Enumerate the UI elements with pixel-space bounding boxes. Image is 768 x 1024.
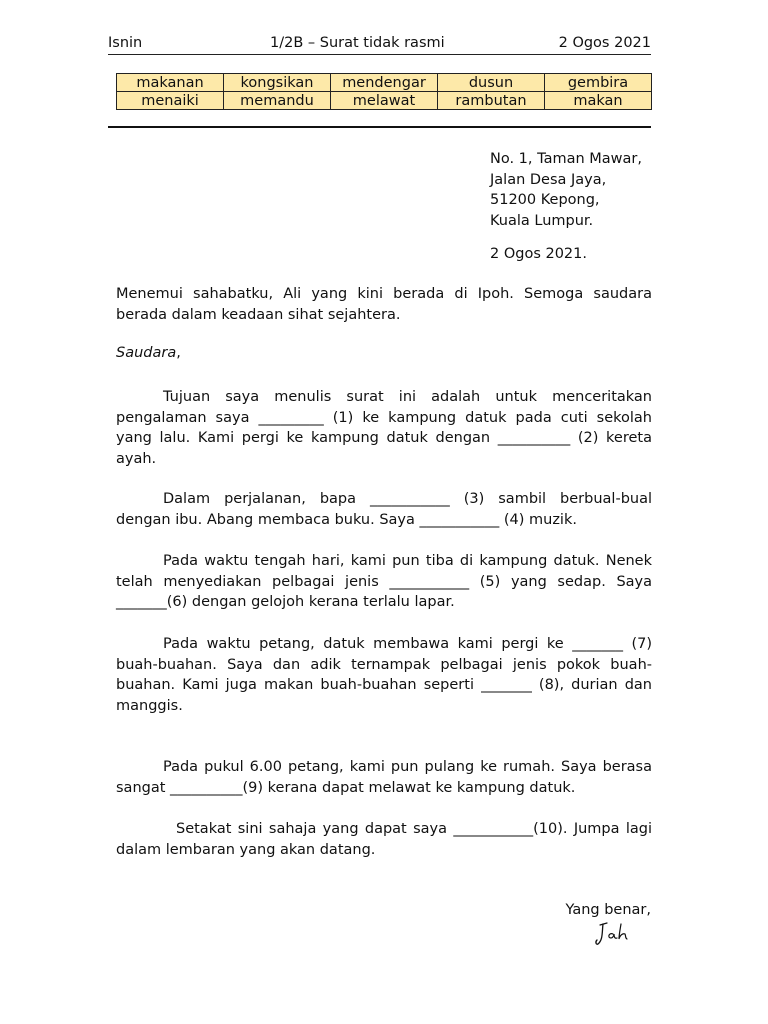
salutation-text: Saudara [116,345,177,361]
word-bank-cell: rambutan [438,92,545,110]
word-bank-cell: gembira [545,74,652,92]
salutation-comma: , [176,345,181,361]
opening-paragraph: Menemui sahabatku, Ali yang kini berada di Ipoh. Semoga saudara berada dalam keadaan sihat sejahtera. [116,286,652,323]
word-bank-row [117,74,652,92]
section-divider [108,126,651,128]
address-line: No. 1, Taman Mawar, [490,151,642,167]
sender-address [490,149,670,231]
header-date: 2 Ogos 2021 [558,35,651,51]
letter-date: 2 Ogos 2021. [490,246,587,262]
word-bank-cell: makanan [117,74,224,92]
body-paragraph-4: Pada waktu petang, datuk membawa kami pergi ke _______ (7) buah-buahan. Saya dan adik ternampak pelbagai jenis pokok buah-buahan. Kami juga makan buah-buahan seperti _______ (8), durian dan manggis. [116,636,652,714]
word-bank-cell: kongsikan [224,74,331,92]
body-paragraph-6: Setakat sini sahaja yang dapat saya ___________(10). Jumpa lagi dalam lembaran yang akan datang. [116,821,652,858]
salutation [116,345,181,361]
word-bank-cell: makan [545,92,652,110]
body-paragraph-2: Dalam perjalanan, bapa ___________ (3) sambil berbual-bual dengan ibu. Abang membaca buku. Saya ___________ (4) muzik. [116,491,652,528]
word-bank-cell: dusun [438,74,545,92]
word-bank-table [116,73,652,110]
body-paragraph-1: Tujuan saya menulis surat ini adalah untuk menceritakan pengalaman saya _________ (1) ke kampung datuk pada cuti sekolah yang lalu. Kami pergi ke kampung datuk dengan __________ (2) kereta ayah. [116,389,652,467]
address-line: 51200 Kepong, [490,192,600,208]
word-bank-row [117,92,652,110]
header-day: Isnin [108,35,143,51]
word-bank-cell: melawat [331,92,438,110]
word-bank-cell: menaiki [117,92,224,110]
header-title: 1/2B – Surat tidak rasmi [270,35,445,51]
handwritten-signature [594,920,634,946]
word-bank-cell: mendengar [331,74,438,92]
body-paragraph-3: Pada waktu tengah hari, kami pun tiba di kampung datuk. Nenek telah menyediakan pelbagai jenis ___________ (5) yang sedap. Saya _______(6) dengan gelojoh kerana terlalu lapar. [116,553,652,611]
worksheet-header [108,34,651,55]
closing-phrase: Yang benar, [565,902,651,918]
address-line: Kuala Lumpur. [490,212,594,229]
address-line: Jalan Desa Jaya, [490,171,607,188]
body-paragraph-5: Pada pukul 6.00 petang, kami pun pulang ke rumah. Saya berasa sangat __________(9) kerana dapat melawat ke kampung datuk. [116,759,652,796]
word-bank-cell: memandu [224,92,331,110]
